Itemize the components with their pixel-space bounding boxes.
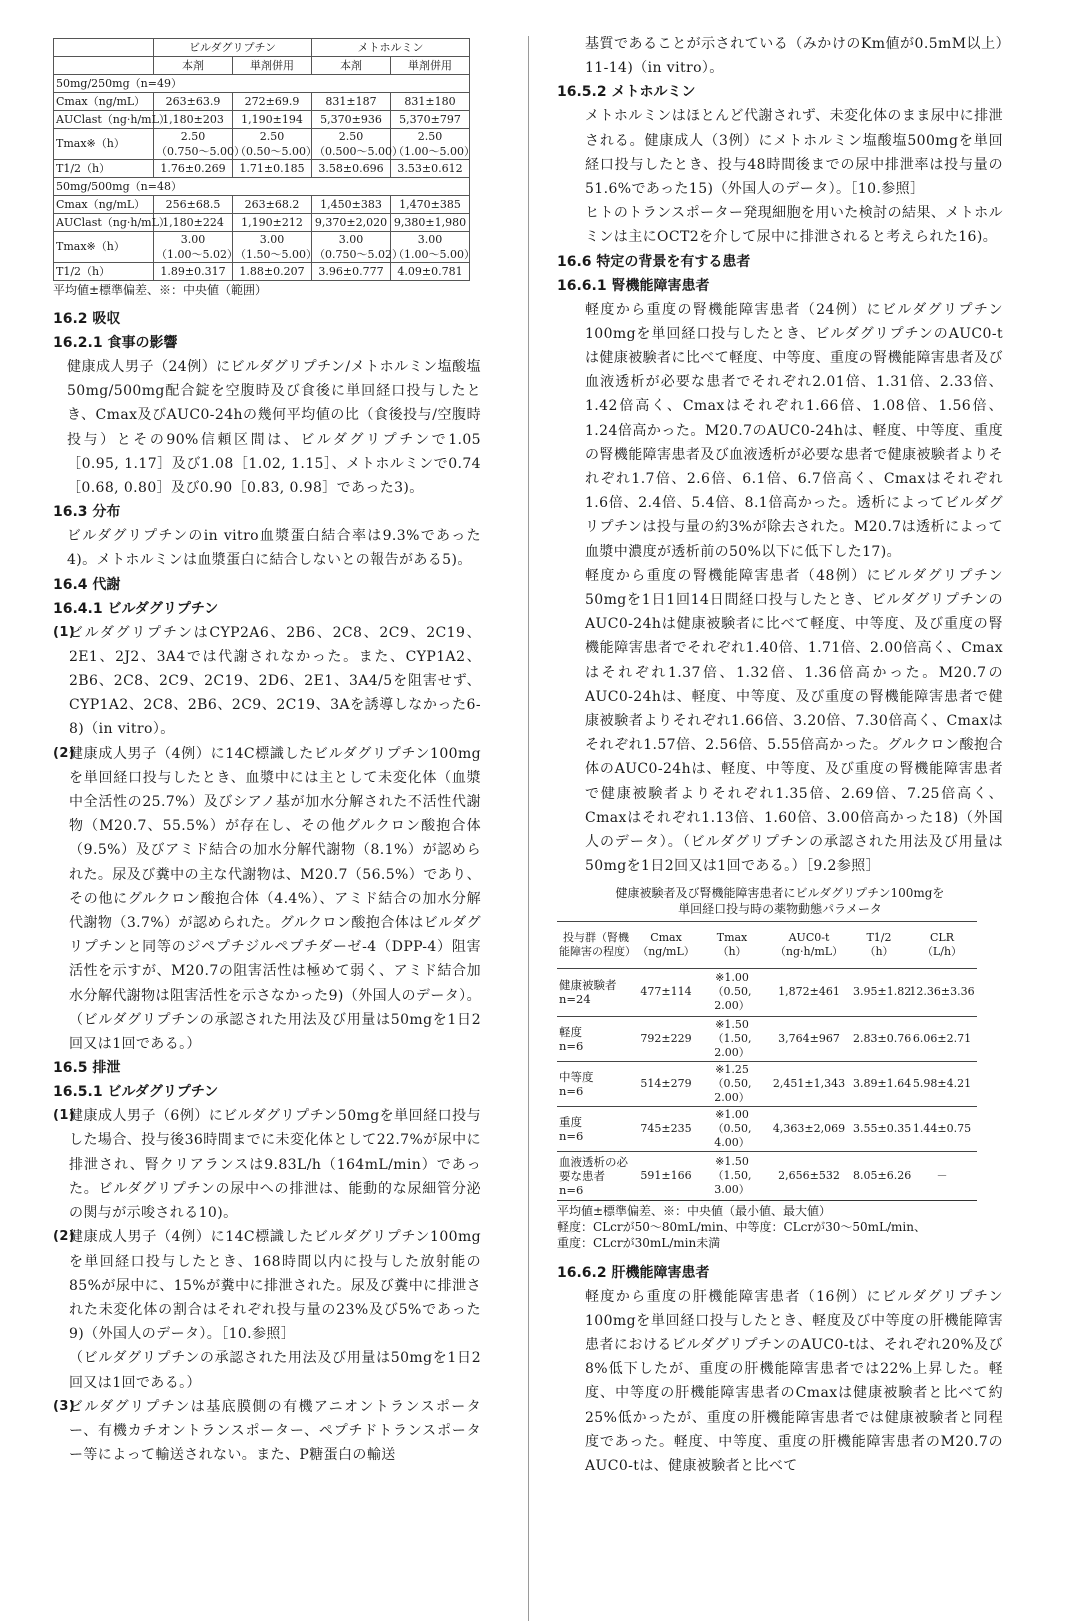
subsection-heading: 16.2.1 食事の影響: [53, 335, 178, 351]
list-item: (2) 健康成人男子（4例）に14C標識したビルダグリプチン100mgを単回経口投与したとき、168時間以内に投与した放射能の85%が尿中に、15%が糞中に排泄された。尿及び糞中に排泄された未変化体の割合はそれぞれ投与量の23%及び5%であった9)（外国人のデータ）。［10.参照］ （ビルダグリプチンの承認された用法及び用量は50mgを1日2回又は1回である。）: [53, 1229, 481, 1391]
table-row: Cmax（ng/mL） 256±68.5 263±68.2 1,450±383 1,470±385: [54, 196, 470, 214]
section-title: 50mg/250mg（n=49）: [54, 75, 470, 93]
table-row: AUClast（ng·h/mL） 1,180±203 1,190±194 5,370±936 5,370±797: [54, 111, 470, 129]
paragraph: メトホルミンはほとんど代謝されず、未変化体のまま尿中に排泄される。健康成人（3例）にメトホルミン塩酸塩500mgを単回経口投与したとき、投与48時間後までの尿中排泄率は投与量の51.6%であった15)（外国人のデータ）。［10.参照］: [585, 108, 1003, 198]
table-row: Tmax※（h） 3.00 （1.00～5.02） 3.00 （1.50～5.00） 3.00 （0.750～5.02） 3.00 （1.00～5.00）: [54, 232, 470, 263]
table-notes: 平均値±標準偏差、※：中央値（最小値、最大値） 軽度：CLcrが50～80mL/min、中等度：CLcrが30～50mL/min、 重度：CLcrが30mL/min未満: [557, 1203, 926, 1250]
paragraph: 基質であることが示されている（みかけのKm値が0.5mM以上）11-14)（in vitro）。: [585, 36, 1003, 77]
section-heading: 16.4 代謝: [53, 576, 121, 593]
table-row: T1/2（h） 1.76±0.269 1.71±0.185 3.58±0.696 3.53±0.612: [54, 160, 470, 178]
right-column: [557, 30, 1003, 1478]
table-row: T1/2（h） 1.89±0.317 1.88±0.207 3.96±0.777 4.09±0.781: [54, 263, 470, 281]
section-heading: 16.5 排泄: [53, 1060, 121, 1077]
paragraph: 軽度から重度の腎機能障害患者（24例）にビルダグリプチン100mgを単回経口投与したとき、ビルダグリプチンのAUC0-tは健康被験者に比べて軽度、中等度、重度の腎機能障害患者及び血液透析が必要な患者でそれぞれ2.01倍、1.31倍、2.33倍、1.42倍高く、Cmaxはそれぞれ1.66倍、1.08倍、1.56倍、1.24倍高かった。M20.7のAUC0-24hは、軽度、中等度、重度の腎機能障害患者及び血液透析が必要な患者で健康被験者よりそれぞれ1.7倍、2.6倍、6.1倍、6.7倍高く、Cmaxはそれぞれ1.6倍、2.4倍、5.4倍、8.1倍高かった。透析によってビルダグリプチンは投与量の約3%が除去された。M20.7は透析によって血漿中濃度が透析前の50%以下に低下した17)。: [585, 301, 1003, 560]
table-row: 血液透析の必要な患者 n=6 591±166 ※1.50 （1.50, 3.00） 2,656±532 8.05±6.26 －: [557, 1151, 977, 1200]
table-row: 重度 n=6 745±235 ※1.00 （0.50, 4.00） 4,363±2,069 3.55±0.35 1.44±0.75: [557, 1106, 977, 1151]
paragraph: 健康成人男子（24例）にビルダグリプチン/メトホルミン塩酸塩50mg/500mg配合錠を空腹時及び食後に単回経口投与したとき、Cmax及びAUC0-24hの幾何平均値の比（食後投与/空腹時投与）とその90%信頼区間は、ビルダグリプチンで1.05［0.95, 1.17］及び1.08［1.02, 1.15］、メトホルミンで0.74［0.68, 0.80］及び0.90［0.83, 0.98］であった3)。: [67, 359, 481, 497]
table-row: AUClast（ng·h/mL） 1,180±224 1,190±212 9,370±2,020 9,380±1,980: [54, 214, 470, 232]
paragraph: ヒトのトランスポーター発現細胞を用いた検討の結果、メトホルミンは主にOCT2を介して尿中に排泄されると考えられた16)。: [585, 205, 1003, 246]
header-sub: 本剤: [312, 57, 391, 75]
header-sub: 単剤併用: [233, 57, 312, 75]
header-sub: 単剤併用: [391, 57, 470, 75]
section-heading: 16.6 特定の背景を有する患者: [557, 253, 751, 270]
list-item: (3) ビルダグリプチンは基底膜側の有機アニオントランスポーター、有機カチオントランスポーター、ペプチドトランスポーター等によって輸送されない。また、P糖蛋白の輸送: [53, 1398, 481, 1464]
list-item: (2) 健康成人男子（4例）に14C標識したビルダグリプチン100mgを単回経口投与したとき、血漿中には主として未変化体（血漿中全活性の25.7%）及びシアノ基が加水分解された不活性代謝物（M20.7、55.5%）が存在し、その他グルクロン酸抱合体（9.5%）及びアミド結合の加水分解代謝物（8.1%）が認められた。尿及び糞中の主な代謝物は、M20.7（56.5%）であり、その他にグルクロン酸抱合体（4.4%）、アミド結合の加水分解代謝物（3.7%）が認められた。グルクロン酸抱合体はビルダグリプチンと同等のジペプチジルペプチダーゼ-4（DPP-4）阻害活性を示すが、M20.7の阻害活性は極めて弱く、アミド結合加水分解代謝物は阻害活性を示さなかった9)（外国人のデータ）。（ビルダグリプチンの承認された用法及び用量は50mgを1日2回又は1回である。）: [53, 745, 481, 1053]
paragraph: 軽度から重度の肝機能障害患者（16例）にビルダグリプチン100mgを単回経口投与したとき、軽度及び中等度の肝機能障害患者におけるビルダグリプチンのAUC0-tは、それぞれ20%及び8%低下したが、重度の肝機能障害患者では22%上昇した。軽度、中等度の肝機能障害患者のCmaxは健康被験者と比べて約25%低かったが、重度の肝機能障害患者では健康被験者と同程度であった。軽度、中等度、重度の肝機能障害患者のM20.7のAUC0-tは、健康被験者と比べて: [585, 1288, 1003, 1474]
subsection-heading: 16.5.2 メトホルミン: [557, 84, 696, 101]
section-title: 50mg/500mg（n=48）: [54, 178, 470, 196]
paragraph: 軽度から重度の腎機能障害患者（48例）にビルダグリプチン50mgを1日1回14日間経口投与したとき、ビルダグリプチンのAUC0-24hは健康被験者に比べて軽度、中等度、及び重度の腎機能障害患者でそれぞれ1.40倍、1.71倍、2.00倍高く、Cmaxはそれぞれ1.37倍、1.32倍、1.36倍高かった。M20.7のAUC0-24hは、軽度、中等度、及び重度の腎機能障害患者で健康被験者よりそれぞれ1.66倍、3.20倍、7.30倍高く、Cmaxはそれぞれ1.57倍、2.56倍、5.55倍高かった。グルクロン酸抱合体のAUC0-24hは、軽度、中等度、及び重度の腎機能障害患者で健康被験者よりそれぞれ1.35倍、2.69倍、7.25倍高く、Cmaxはそれぞれ1.13倍、1.60倍、3.00倍高かった18)（外国人のデータ）。（ビルダグリプチンの承認された用法及び用量は50mgを1日2回又は1回である。）［9.2参照］: [585, 567, 1003, 875]
header-drug2: メトホルミン: [312, 39, 470, 57]
table-note: 平均値±標準偏差、※：中央値（範囲）: [53, 283, 268, 297]
column-divider: [528, 36, 529, 1621]
table-caption: 健康被験者及び腎機能障害患者にビルダグリプチン100mgを 単回経口投与時の薬物動態パラメータ: [615, 885, 945, 916]
table-row: 軽度 n=6 792±229 ※1.50 （1.50, 2.00） 3,764±967 2.83±0.76 6.06±2.71: [557, 1016, 977, 1061]
paragraph: ビルダグリプチンのin vitro血漿蛋白結合率は9.3%であった4)。メトホルミンは血漿蛋白に結合しないとの報告がある5)。: [67, 528, 481, 569]
renal-pk-table: [557, 921, 977, 1201]
subsection-heading: 16.6.2 肝機能障害患者: [557, 1264, 710, 1281]
table-row: 健康被験者 n=24 477±114 ※1.00 （0.50, 2.00） 1,872±461 3.95±1.82 12.36±3.36: [557, 968, 977, 1016]
table-row: Cmax（ng/mL） 263±63.9 272±69.9 831±187 831±180: [54, 93, 470, 111]
subsection-heading: 16.4.1 ビルダグリプチン: [53, 600, 219, 617]
subsection-heading: 16.6.1 腎機能障害患者: [557, 277, 710, 294]
section-heading: 16.3 分布: [53, 504, 121, 521]
table-row: 中等度 n=6 514±279 ※1.25 （0.50, 2.00） 2,451±1,343 3.89±1.64 5.98±4.21: [557, 1061, 977, 1106]
subsection-heading: 16.5.1 ビルダグリプチン: [53, 1084, 219, 1101]
header-sub: 本剤: [154, 57, 233, 75]
header-drug1: ビルダグリプチン: [154, 39, 312, 57]
table-header-row: 投与群（腎機能障害の程度） Cmax （ng/mL） Tmax （h） AUC0-t （ng·h/mL） T1/2 （h） CLR （L/h）: [557, 921, 977, 968]
table-row: Tmax※（h） 2.50 （0.750～5.00） 2.50 （0.50～5.00） 2.50 （0.500～5.00） 2.50 （1.00～5.00）: [54, 129, 470, 160]
left-column: [53, 30, 481, 1467]
list-item: (1) ビルダグリプチンはCYP2A6、2B6、2C8、2C9、2C19、2E1、2J2、3A4では代謝されなかった。また、CYP1A2、2B6、2C8、2C9、2C19、2D6、2E1、3A4/5を阻害せず、CYP1A2、2C8、2B6、2C9、2C19、3Aを誘導しなかった6-8)（in vitro）。: [53, 624, 481, 738]
section-heading: 16.2 吸収: [53, 311, 121, 327]
list-item: (1) 健康成人男子（6例）にビルダグリプチン50mgを単回経口投与した場合、投与後36時間までに未変化体として22.7%が尿中に排泄され、腎クリアランスは9.83L/h（164mL/min）であった。ビルダグリプチンの尿中への排泄は、能動的な尿細管分泌の関与が示唆される10)。: [53, 1108, 481, 1222]
pk-comparison-table: [53, 38, 475, 281]
